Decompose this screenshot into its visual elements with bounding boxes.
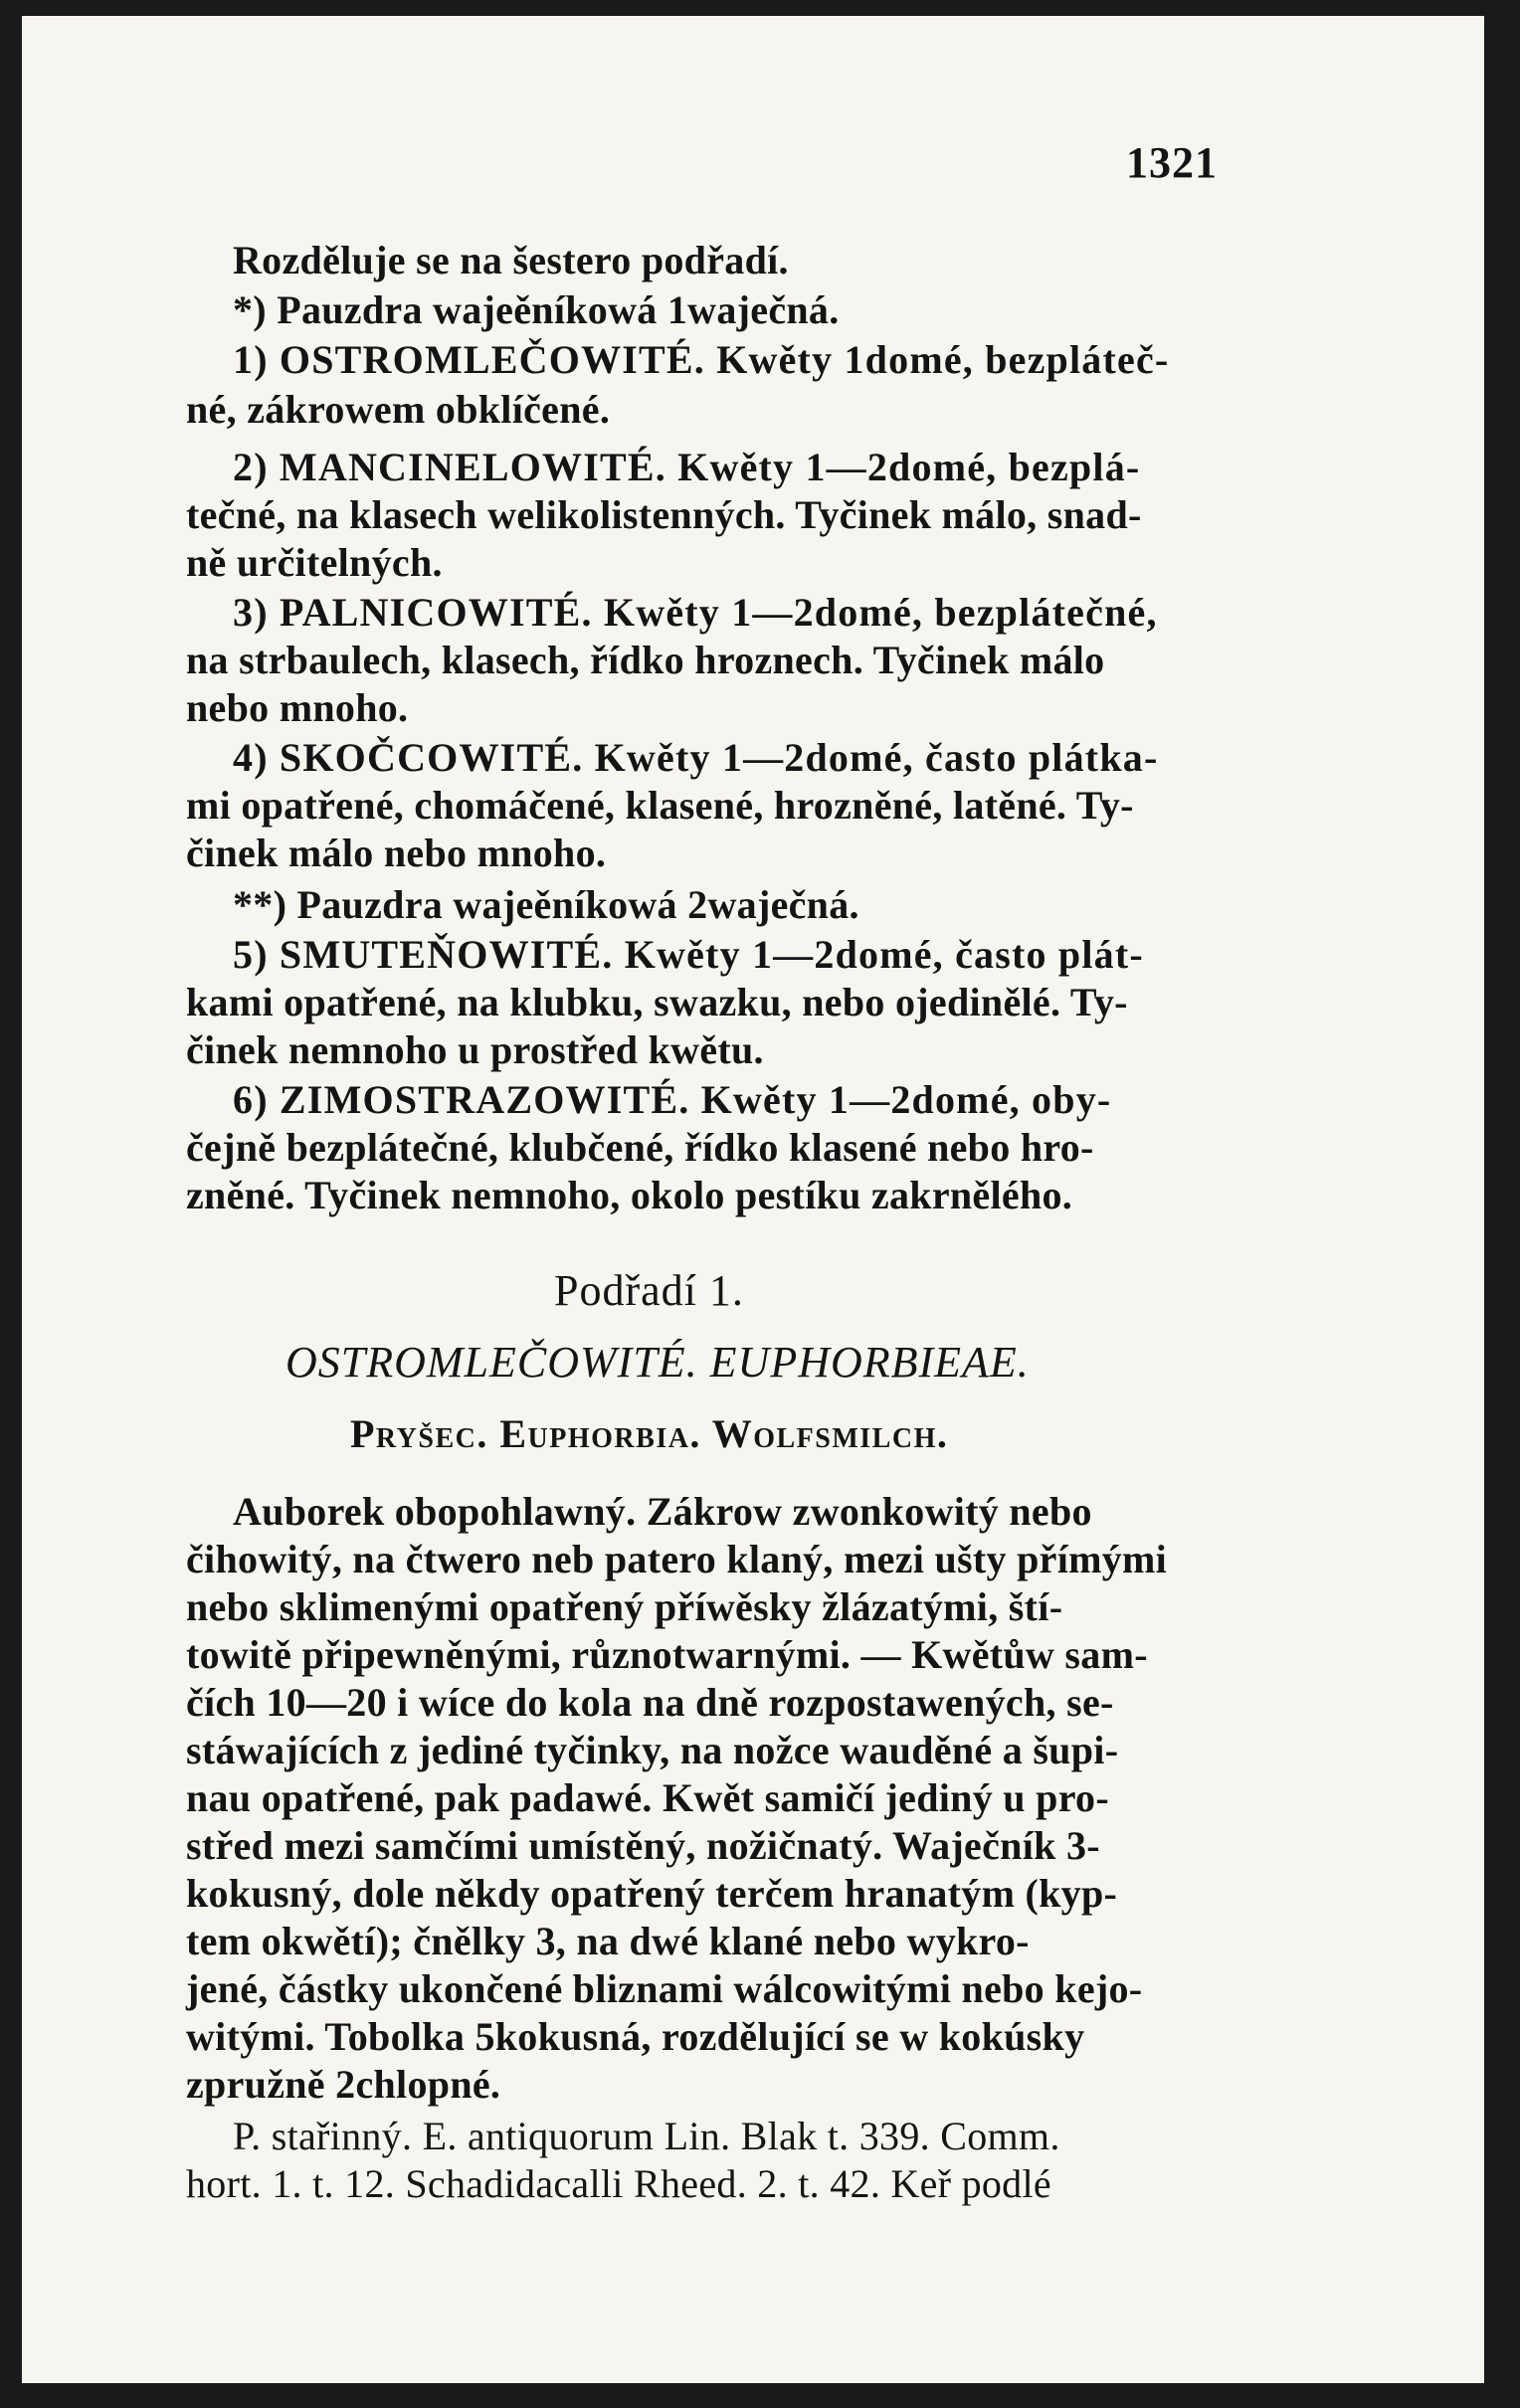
text-line: ně určitelných. (186, 540, 443, 585)
text-line: činek málo nebo mnoho. (186, 831, 607, 875)
desc-line: jené, částky ukončené bliznami wálcowitými nebo kejo- (186, 1966, 1143, 2011)
desc-line: Auborek obopohlawný. Zákrow zwonkowitý nebo (233, 1489, 1092, 1534)
text-line: 4) SKOČCOWITÉ. Kwěty 1—2domé, často plátka- (233, 735, 1159, 780)
desc-line: stáwajících z jediné tyčinky, na nožce wauděné a šupi- (186, 1728, 1119, 1772)
desc-line: towitě připewněnými, různotwarnými. — Kwětůw sam- (186, 1632, 1148, 1677)
text-line: 6) ZIMOSTRAZOWITÉ. Kwěty 1—2domé, oby- (233, 1077, 1112, 1122)
text-line: mi opatřené, chomáčené, klasené, hrozněné, latěné. Ty- (186, 783, 1134, 828)
text-line: nebo mnoho. (186, 685, 409, 730)
text-line: činek nemnoho u prostřed kwětu. (186, 1027, 764, 1072)
desc-line: kokusný, dole někdy opatřený terčem hranatým (kyp- (186, 1871, 1118, 1916)
subheading: Podřadí 1. (554, 1266, 744, 1315)
reference-line: P. stařinný. E. antiquorum Lin. Blak t. 339. Comm. (233, 2114, 1060, 2158)
desc-line: witými. Tobolka 5kokusná, rozdělující se w kokúsky (186, 2014, 1085, 2059)
text-line: Rozděluje se na šestero podřadí. (233, 238, 789, 282)
page-number: 1321 (1126, 138, 1218, 187)
text-line: 5) SMUTEŇOWITÉ. Kwěty 1—2domé, často plát- (233, 932, 1144, 977)
desc-line: střed mezi samčími umístěný, nožičnatý. Waječník 3- (186, 1823, 1100, 1868)
text-line: kami opatřené, na klubku, swazku, nebo ojedinělé. Ty- (186, 980, 1128, 1024)
text-line: né, zákrowem obklíčené. (186, 387, 611, 432)
section-title: OSTROMLEČOWITÉ. EUPHORBIEAE. (285, 1338, 1030, 1387)
text-line: na strbaulech, klasech, řídko hroznech. Tyčinek málo (186, 638, 1105, 682)
text-line: zněné. Tyčinek nemnoho, okolo pestíku zakrnělého. (186, 1173, 1073, 1217)
text-line: čejně bezplátečné, klubčené, řídko klasené nebo hro- (186, 1125, 1094, 1170)
desc-line: tem okwětí); čnělky 3, na dwé klané nebo wykro- (186, 1919, 1030, 1963)
text-line: 1) OSTROMLEČOWITÉ. Kwěty 1domé, bezpláteč- (233, 337, 1170, 382)
text-line: tečné, na klasech welikolistenných. Tyčinek málo, snad- (186, 492, 1142, 537)
text-line: *) Pauzdra wajeěníkowá 1waječná. (233, 287, 840, 332)
desc-line: čihowitý, na čtwero neb patero klaný, mezi ušty přímými (186, 1537, 1168, 1581)
desc-line: nebo sklimenými opatřený příwěsky žlázatými, ští- (186, 1584, 1063, 1629)
genus-line: Pryšec. Euphorbia. Wolfsmilch. (350, 1411, 949, 1456)
text-line: 2) MANCINELOWITÉ. Kwěty 1—2domé, bezplá- (233, 445, 1141, 489)
book-page (22, 16, 1484, 2383)
text-line: **) Pauzdra wajeěníkowá 2waječná. (233, 882, 859, 927)
text-line: 3) PALNICOWITÉ. Kwěty 1—2domé, bezplátečné, (233, 590, 1158, 635)
reference-line: hort. 1. t. 12. Schadidacalli Rheed. 2. t. 42. Keř podlé (186, 2161, 1051, 2206)
desc-line: zpružně 2chlopné. (186, 2062, 501, 2107)
desc-line: čích 10—20 i wíce do kola na dně rozpostawených, se- (186, 1680, 1114, 1725)
desc-line: nau opatřené, pak padawé. Kwět samičí jediný u pro- (186, 1775, 1109, 1820)
